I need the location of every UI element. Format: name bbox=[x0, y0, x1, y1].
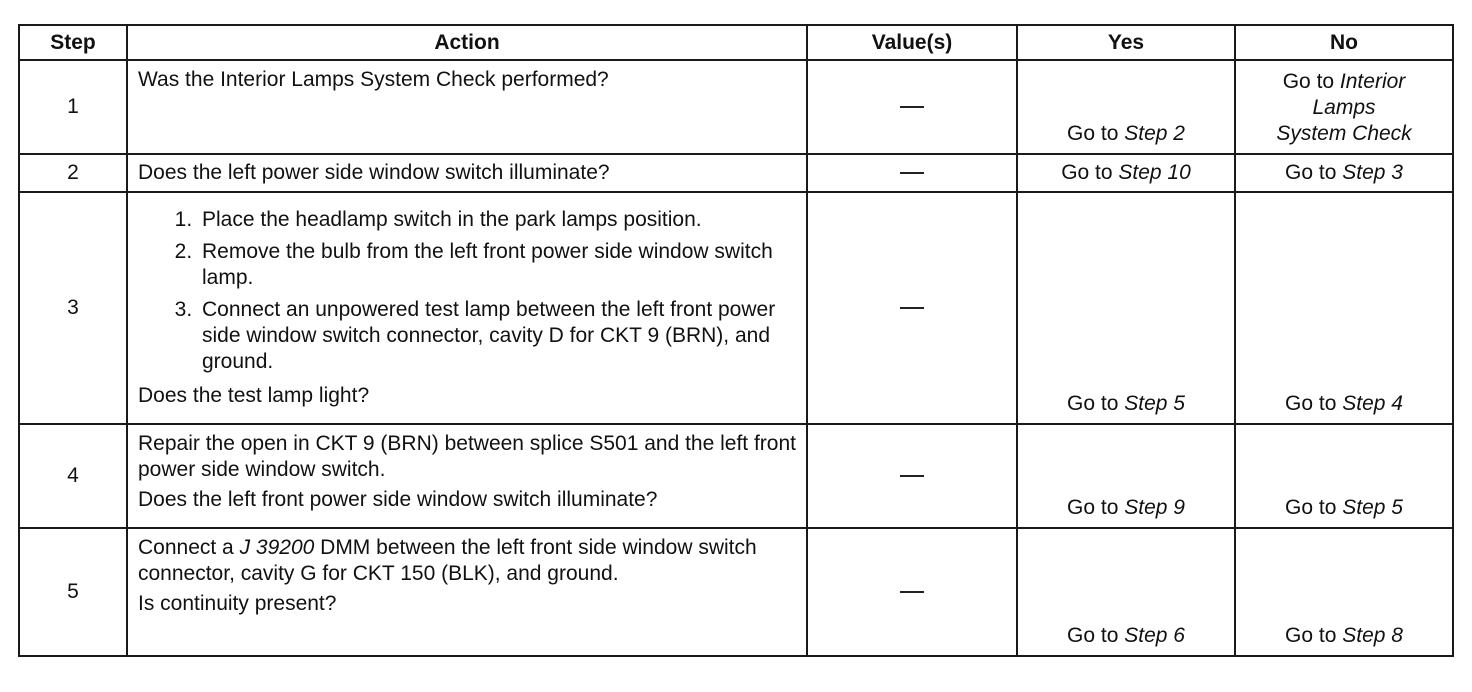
step-number: 2 bbox=[19, 154, 127, 192]
header-values: Value(s) bbox=[807, 25, 1017, 60]
yes-step-ref: Step 2 bbox=[1124, 122, 1185, 145]
header-yes: Yes bbox=[1017, 25, 1235, 60]
no-cell: Go to Interior Lamps System Check bbox=[1235, 60, 1453, 154]
step-number: 4 bbox=[19, 424, 127, 528]
yes-cell: Go to Step 5 bbox=[1017, 192, 1235, 424]
header-step: Step bbox=[19, 25, 127, 60]
no-step-ref: Step 3 bbox=[1342, 161, 1403, 184]
value-cell bbox=[807, 424, 1017, 528]
action-text: Was the Interior Lamps System Check performed? bbox=[127, 60, 807, 154]
table-row-step-1 bbox=[19, 60, 1453, 154]
action-text: Connect a J 39200 DMM between the left front side window switch connector, cavity G for CKT 150 (BLK), and ground. Is continuity present? bbox=[127, 528, 807, 656]
yes-cell: Go to Step 2 bbox=[1017, 60, 1235, 154]
procedure-item: 1. Place the headlamp switch in the park lamps position. bbox=[198, 207, 798, 233]
value-cell bbox=[807, 60, 1017, 154]
yes-step-ref: Step 5 bbox=[1124, 392, 1185, 415]
question-text: Is continuity present? bbox=[138, 592, 337, 615]
header-action: Action bbox=[127, 25, 807, 60]
step-number: 1 bbox=[19, 60, 127, 154]
dash-icon bbox=[900, 307, 924, 309]
value-cell bbox=[807, 192, 1017, 424]
header-no: No bbox=[1235, 25, 1453, 60]
no-cell: Go to Step 4 bbox=[1235, 192, 1453, 424]
action-text: Repair the open in CKT 9 (BRN) between splice S501 and the left front power side window switch. Does the left front power side window switch illuminate? bbox=[127, 424, 807, 528]
procedure-item: 3. Connect an unpowered test lamp between the left front power side window switch connector, cavity D for CKT 9 (BRN), and ground. bbox=[198, 297, 798, 375]
no-step-ref: Step 8 bbox=[1342, 624, 1403, 647]
yes-step-ref: Step 10 bbox=[1118, 161, 1191, 184]
yes-cell: Go to Step 9 bbox=[1017, 424, 1235, 528]
dash-icon bbox=[900, 172, 924, 174]
yes-cell: Go to Step 10 bbox=[1017, 154, 1235, 192]
table-row-step-3 bbox=[19, 192, 1453, 424]
no-cell: Go to Step 8 bbox=[1235, 528, 1453, 656]
no-step-ref: Step 5 bbox=[1342, 496, 1403, 519]
no-cell: Go to Step 3 bbox=[1235, 154, 1453, 192]
diagnostic-table bbox=[18, 24, 1454, 657]
yes-step-ref: Step 9 bbox=[1124, 496, 1185, 519]
procedure-list bbox=[138, 207, 798, 375]
step-number: 3 bbox=[19, 192, 127, 424]
question-text: Does the left front power side window switch illuminate? bbox=[138, 488, 658, 511]
action-text bbox=[127, 192, 807, 424]
yes-cell: Go to Step 6 bbox=[1017, 528, 1235, 656]
tool-ref: J 39200 bbox=[239, 536, 315, 559]
table-row-step-5 bbox=[19, 528, 1453, 656]
step-number: 5 bbox=[19, 528, 127, 656]
no-step-ref: Step 4 bbox=[1342, 392, 1403, 415]
action-text: Does the left power side window switch illuminate? bbox=[127, 154, 807, 192]
value-cell bbox=[807, 528, 1017, 656]
value-cell bbox=[807, 154, 1017, 192]
question-text: Does the test lamp light? bbox=[138, 384, 370, 407]
no-cell: Go to Step 5 bbox=[1235, 424, 1453, 528]
table-row-step-2 bbox=[19, 154, 1453, 192]
table-row-step-4 bbox=[19, 424, 1453, 528]
header-row bbox=[19, 25, 1453, 60]
dash-icon bbox=[900, 106, 924, 108]
procedure-item: 2. Remove the bulb from the left front power side window switch lamp. bbox=[198, 239, 798, 291]
yes-step-ref: Step 6 bbox=[1124, 624, 1185, 647]
dash-icon bbox=[900, 475, 924, 477]
dash-icon bbox=[900, 591, 924, 593]
